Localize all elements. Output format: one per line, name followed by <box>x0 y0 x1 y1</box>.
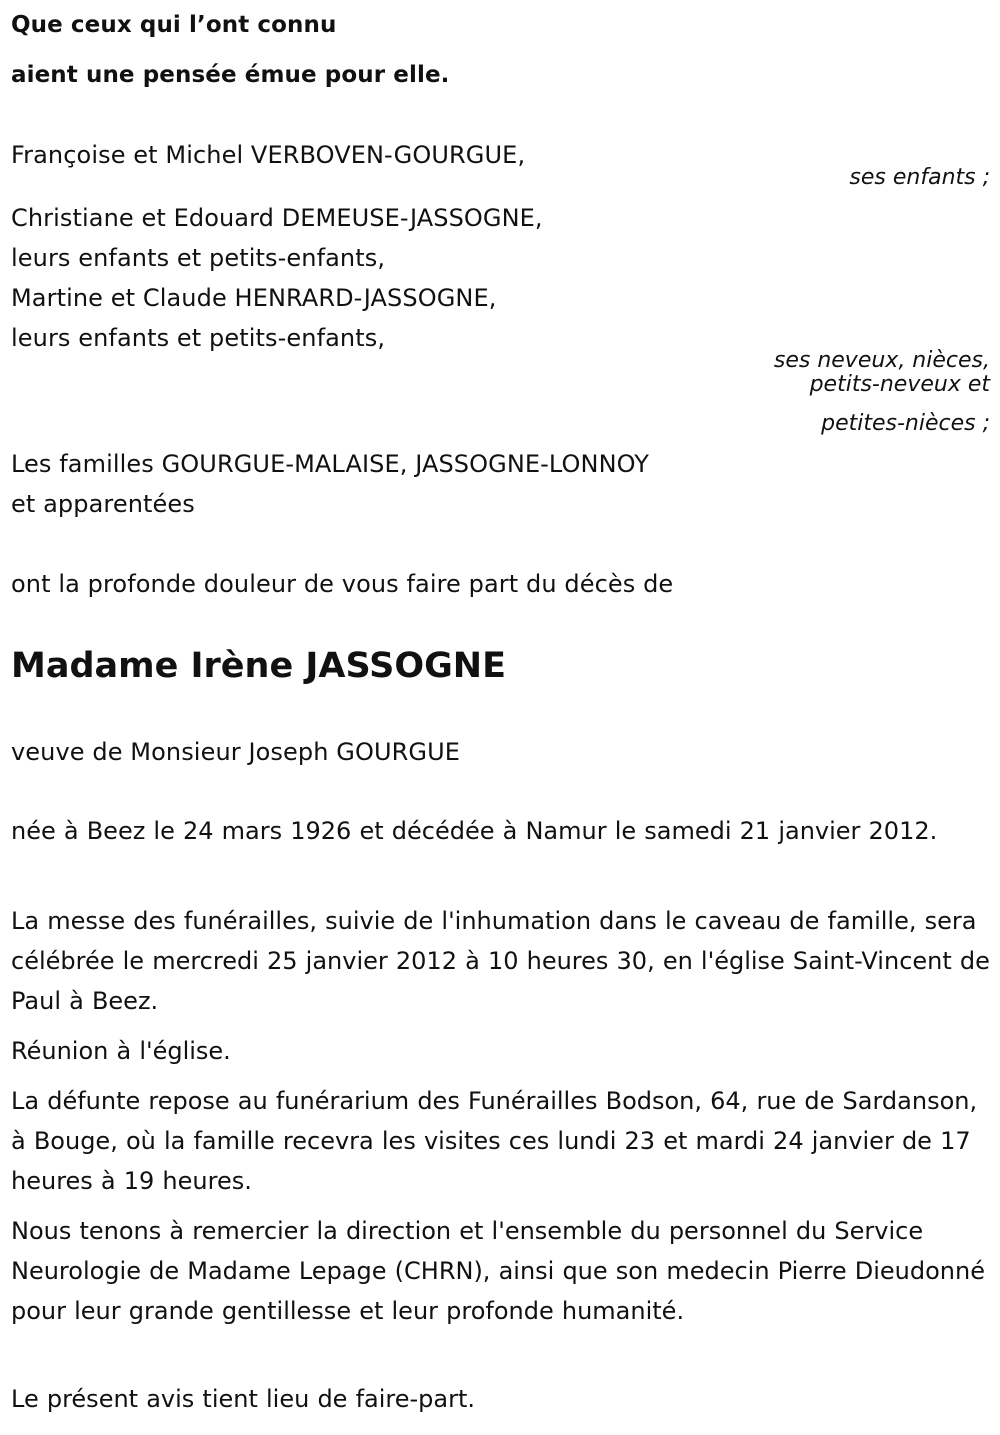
nephew-line-1: Christiane et Edouard DEMEUSE-JASSOGNE, <box>11 204 543 232</box>
notice-paragraph: Le présent avis tient lieu de faire-part. <box>11 1385 476 1413</box>
nephew-line-3: Martine et Claude HENRARD-JASSOGNE, <box>11 284 497 312</box>
deceased-name: Madame Irène JASSOGNE <box>11 646 507 686</box>
funeral-paragraph: La messe des funérailles, suivie de l'inhumation dans le caveau de famille, sera célébrée le mercredi 25 janvier 2012 à 10 heures 30, en l'église Saint-Vincent de Paul à Beez. <box>11 907 990 1015</box>
families-line-1: Les familles GOURGUE-MALAISE, JASSOGNE-LONNOY <box>11 450 650 478</box>
nephew-line-2: leurs enfants et petits-enfants, <box>11 244 386 272</box>
families-line-2: et apparentées <box>11 490 195 518</box>
nephew-line-4: leurs enfants et petits-enfants, <box>11 324 386 352</box>
intro-line-2: aient une pensée émue pour elle. <box>11 62 450 88</box>
nephews-role-line-1: ses neveux, nièces, <box>773 348 990 373</box>
meeting-paragraph: Réunion à l'église. <box>11 1037 231 1065</box>
thanks-paragraph: Nous tenons à remercier la direction et l'ensemble du personnel du Service Neurologie de Madame Lepage (CHRN), ainsi que son medecin Pierre Dieudonné pour leur grande gentillesse et leur profonde humanité. <box>11 1217 985 1325</box>
intro-line-1: Que ceux qui l’ont connu <box>11 12 337 38</box>
children-role: ses enfants ; <box>849 165 990 190</box>
children-line: Françoise et Michel VERBOVEN-GOURGUE, <box>11 141 526 169</box>
announcement: ont la profonde douleur de vous faire part du décès de <box>11 570 674 598</box>
widow-of: veuve de Monsieur Joseph GOURGUE <box>11 738 461 766</box>
rest-paragraph: La défunte repose au funérarium des Funérailles Bodson, 64, rue de Sardanson, à Bouge, où la famille recevra les visites ces lundi 23 et mardi 24 janvier de 17 heures à 19 heures. <box>11 1087 978 1195</box>
nephews-role-line-2: petits-neveux et <box>809 372 990 397</box>
nephews-role-line-3: petites-nièces ; <box>821 411 990 436</box>
birth-death-paragraph: née à Beez le 24 mars 1926 et décédée à Namur le samedi 21 janvier 2012. <box>11 817 938 845</box>
